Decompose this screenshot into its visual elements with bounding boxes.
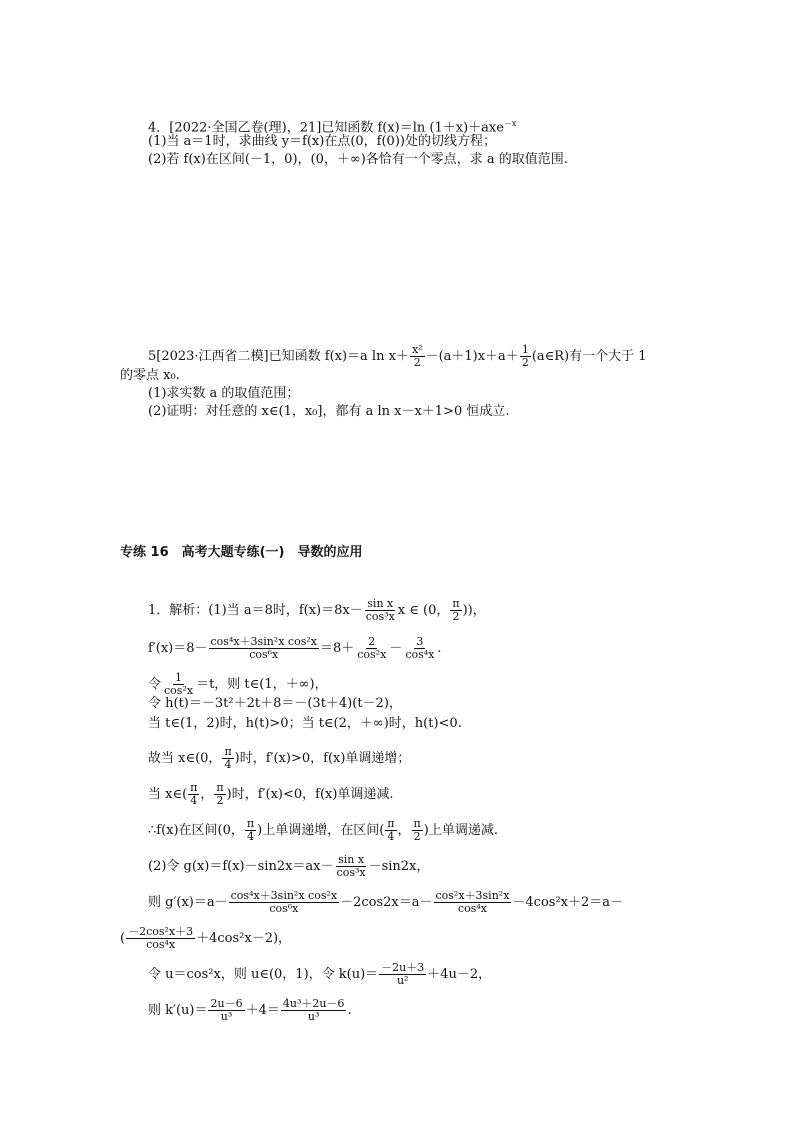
fraction bbox=[281, 998, 347, 1023]
solution-line-12 bbox=[148, 962, 491, 987]
solution-line-5: 当 t∈(1，2)时，h(t)>0；当 t∈(2，＋∞)时，h(t)<0. bbox=[148, 716, 462, 731]
text-segment: －(a＋1)x＋a＋ bbox=[425, 349, 519, 364]
fraction bbox=[412, 818, 423, 843]
text-segment: )上单调递减. bbox=[423, 823, 498, 838]
fraction bbox=[245, 818, 256, 843]
numerator: 2 bbox=[368, 635, 376, 648]
fraction bbox=[434, 890, 512, 915]
numerator: 1 bbox=[175, 671, 183, 684]
solution-line-11 bbox=[120, 926, 291, 951]
denominator: cos⁴x bbox=[457, 902, 487, 915]
fraction bbox=[209, 636, 319, 661]
text-segment: －4cos²x＋2＝a－ bbox=[512, 895, 624, 910]
fraction bbox=[379, 962, 426, 987]
text-segment: 故当 x∈(0， bbox=[148, 751, 222, 766]
numerator: －2u＋3 bbox=[381, 961, 425, 974]
fraction bbox=[355, 636, 388, 661]
fraction bbox=[162, 672, 195, 697]
problem-5-q2: (2)证明：对任意的 x∈(1，x₀]，都有 a ln x－x＋1>0 恒成立. bbox=[148, 404, 510, 419]
text-segment: 则 k′(u)＝ bbox=[148, 1003, 208, 1018]
numerator: π bbox=[246, 817, 255, 830]
text-segment: ＋4u－2， bbox=[427, 967, 492, 982]
problem-5-statement bbox=[148, 344, 647, 369]
text-segment: ＋4＝ bbox=[245, 1003, 280, 1018]
problem-4-q1: (1)当 a＝1时，求曲线 y＝f(x)在点(0，f(0))处的切线方程； bbox=[148, 134, 496, 149]
numerator: 4u³＋2u－6 bbox=[282, 997, 345, 1010]
text-segment: 令 u＝cos²x，则 u∈(0，1)，令 k(u)＝ bbox=[148, 967, 379, 982]
text-segment: －sin2x， bbox=[368, 859, 430, 874]
fraction bbox=[208, 998, 244, 1023]
problem-5-q1: (1)求实数 a 的取值范围； bbox=[148, 386, 300, 401]
text-segment: 令 bbox=[148, 677, 162, 692]
problem-4-text: 4．[2022·全国乙卷(理)，21]已知函数 f(x)＝ln (1＋x)＋axe bbox=[148, 120, 504, 136]
denominator: 4 bbox=[247, 830, 255, 843]
numerator: π bbox=[452, 597, 460, 610]
text-segment: f′(x)＝8－ bbox=[148, 641, 208, 656]
text-segment: ＋4cos²x－2)， bbox=[196, 931, 292, 946]
text-segment: ， bbox=[200, 787, 214, 802]
solution-line-8 bbox=[148, 818, 498, 843]
fraction bbox=[364, 598, 397, 623]
denominator: u³ bbox=[220, 1010, 233, 1023]
solution-line-13 bbox=[148, 998, 352, 1023]
numerator: cos⁴x＋3sin²x cos²x bbox=[210, 635, 317, 648]
fraction bbox=[335, 854, 368, 879]
solution-line-2 bbox=[148, 636, 442, 661]
text-segment: )时，f′(x)<0，f(x)单调递减. bbox=[226, 787, 394, 802]
text-segment: . bbox=[347, 1003, 352, 1018]
fraction bbox=[214, 782, 225, 807]
section-title: 专练 16 高考大题专练(一) 导数的应用 bbox=[120, 545, 363, 560]
solution-line-6 bbox=[148, 746, 410, 771]
text-segment: － bbox=[389, 641, 403, 656]
numerator: 3 bbox=[416, 635, 424, 648]
denominator: u² bbox=[396, 974, 409, 987]
solution-line-3 bbox=[148, 672, 328, 697]
text-segment: －2cos2x＝a－ bbox=[340, 895, 433, 910]
text-segment: (a∈R)有一个大于 1 bbox=[531, 349, 647, 364]
denominator: cos³x bbox=[336, 866, 366, 879]
text-segment: 则 g′(x)＝a－ bbox=[148, 895, 228, 910]
fraction bbox=[450, 598, 461, 623]
denominator: 2 bbox=[521, 356, 529, 369]
numerator: x² bbox=[411, 343, 423, 356]
numerator: 1 bbox=[521, 343, 529, 356]
text-segment: 1．解析：(1)当 a＝8时，f(x)＝8x－ bbox=[148, 603, 363, 618]
solution-line-1 bbox=[148, 598, 486, 623]
numerator: cos⁴x＋3sin²x cos²x bbox=[230, 889, 338, 902]
text-segment: )时，f′(x)>0，f(x)单调递增； bbox=[234, 751, 411, 766]
numerator: cos²x＋3sin²x bbox=[435, 889, 510, 902]
fraction bbox=[410, 344, 425, 369]
denominator: 2 bbox=[413, 356, 421, 369]
numerator: π bbox=[190, 781, 198, 794]
denominator: cos⁴x bbox=[146, 938, 176, 951]
fraction bbox=[520, 344, 531, 369]
fraction bbox=[188, 782, 199, 807]
text-segment: ( bbox=[120, 931, 126, 946]
denominator: u³ bbox=[307, 1010, 320, 1023]
numerator: sin x bbox=[338, 853, 365, 866]
text-segment: . bbox=[437, 641, 442, 656]
solution-line-4: 令 h(t)＝－3t²＋2t＋8＝－(3t＋4)(t－2)， bbox=[148, 696, 402, 711]
denominator: cos⁶x bbox=[269, 902, 299, 915]
text-segment: 当 x∈( bbox=[148, 787, 188, 802]
text-segment: )上单调递增，在区间( bbox=[257, 823, 385, 838]
text-segment: ＝8＋ bbox=[319, 641, 355, 656]
denominator: cos³x bbox=[365, 610, 395, 623]
denominator: 2 bbox=[452, 610, 460, 623]
denominator: cos²x bbox=[164, 684, 194, 697]
text-segment: ))， bbox=[462, 603, 486, 618]
text-segment: ， bbox=[397, 823, 411, 838]
denominator: 4 bbox=[224, 758, 232, 771]
numerator: sin x bbox=[367, 597, 394, 610]
denominator: cos⁴x bbox=[405, 648, 435, 661]
denominator: cos²x bbox=[357, 648, 387, 661]
denominator: 4 bbox=[387, 830, 395, 843]
numerator: π bbox=[216, 781, 224, 794]
fraction bbox=[385, 818, 396, 843]
denominator: 2 bbox=[413, 830, 421, 843]
solution-line-10 bbox=[148, 890, 623, 915]
exponent: －x bbox=[503, 119, 517, 128]
numerator: 2u－6 bbox=[210, 997, 243, 1010]
problem-4-q2: (2)若 f(x)在区间(－1，0)，(0，＋∞)各恰有一个零点，求 a 的取值范围. bbox=[148, 152, 568, 167]
text-segment: 5[2023·江西省二模]已知函数 f(x)＝a ln x＋ bbox=[148, 349, 409, 364]
fraction bbox=[222, 746, 233, 771]
numerator: π bbox=[387, 817, 395, 830]
denominator: 2 bbox=[216, 794, 224, 807]
text-segment: (2)令 g(x)＝f(x)－sin2x＝ax－ bbox=[148, 859, 334, 874]
numerator: π bbox=[413, 817, 421, 830]
solution-line-9 bbox=[148, 854, 429, 879]
fraction bbox=[229, 890, 339, 915]
numerator: π bbox=[224, 745, 232, 758]
text-segment: x ∈ (0， bbox=[397, 603, 450, 618]
problem-5-line2: 的零点 x₀. bbox=[120, 368, 180, 383]
denominator: 4 bbox=[190, 794, 198, 807]
denominator: cos⁶x bbox=[249, 648, 279, 661]
text-segment: ＝t，则 t∈(1，＋∞)， bbox=[196, 677, 328, 692]
numerator: －2cos²x＋3 bbox=[128, 925, 194, 938]
fraction bbox=[403, 636, 436, 661]
solution-line-7 bbox=[148, 782, 394, 807]
fraction bbox=[126, 926, 195, 951]
text-segment: ∴f(x)在区间(0， bbox=[148, 823, 244, 838]
